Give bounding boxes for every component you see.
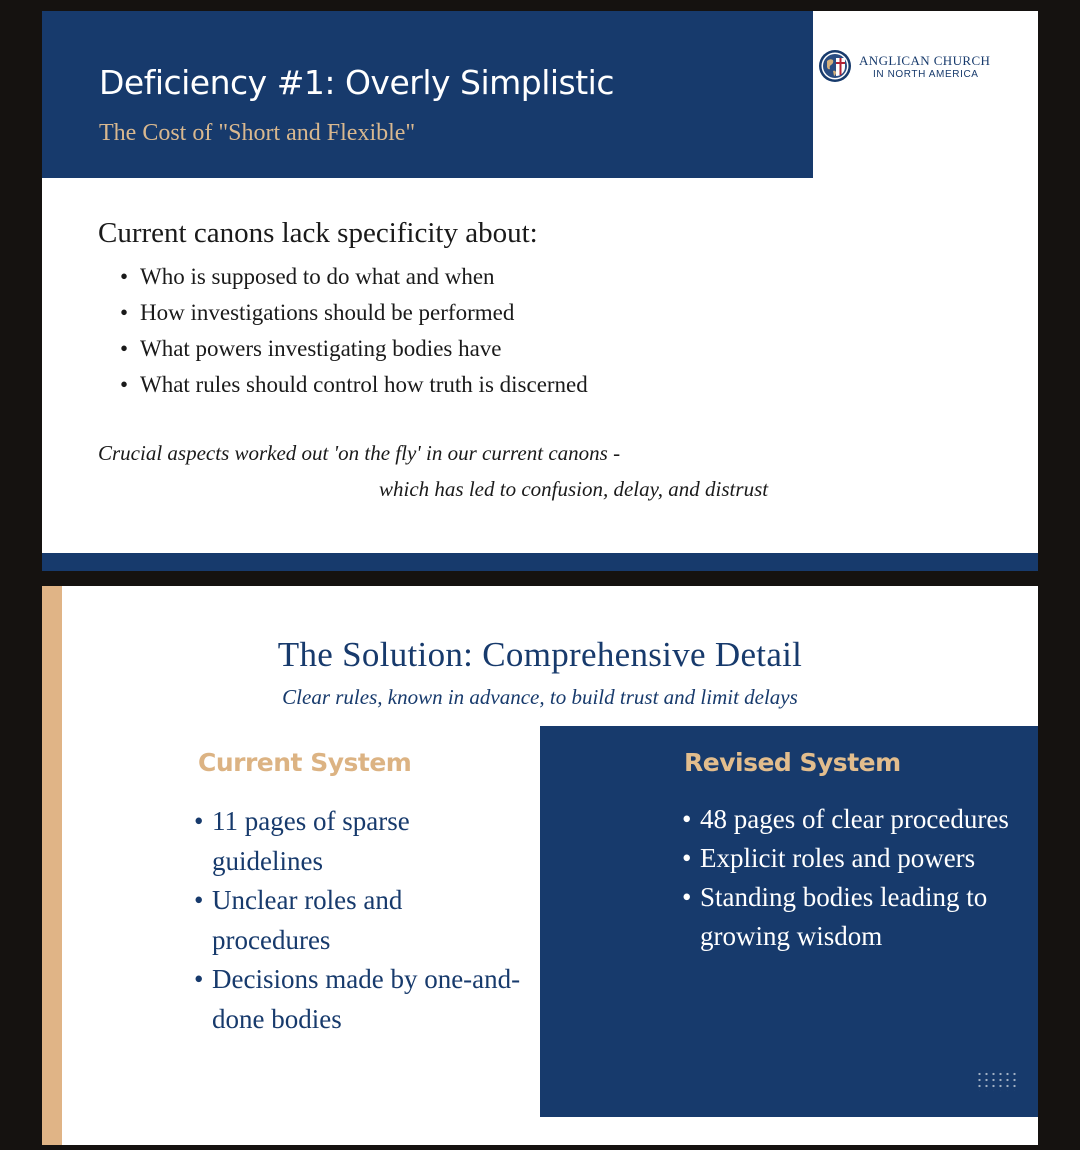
bottom-bar (42, 553, 1038, 571)
slide-title: The Solution: Comprehensive Detail (277, 635, 803, 674)
revised-system-list (682, 800, 1012, 956)
slide-subtitle: The Cost of "Short and Flexible" (99, 120, 416, 146)
current-system-heading: Current System (198, 748, 412, 777)
list-item: • Who is supposed to do what and when (120, 264, 495, 289)
list-item: • What rules should control how truth is discerned (120, 372, 588, 397)
title-banner (42, 11, 813, 178)
acna-logo (818, 49, 1018, 89)
note-line-2: which has led to confusion, delay, and distrust (379, 477, 769, 501)
list-item: • How investigations should be performed (120, 300, 515, 325)
list-item: • Unclear roles and procedures (194, 885, 403, 955)
section-heading: Current canons lack specificity about: (98, 217, 538, 249)
list-item: • 48 pages of clear procedures (682, 804, 1009, 834)
list-item: • 11 pages of sparse guidelines (194, 806, 410, 876)
slide-subtitle: Clear rules, known in advance, to build trust and limit delays (282, 685, 798, 709)
list-item: • Explicit roles and powers (682, 843, 976, 873)
list-item: • Standing bodies leading to growing wisdom (682, 882, 988, 951)
note-line-1: Crucial aspects worked out 'on the fly' in our current canons - (98, 441, 621, 465)
deficiency-list (120, 259, 588, 403)
slide-title: Deficiency #1: Overly Simplistic (99, 63, 614, 102)
slide-solution (42, 586, 1038, 1145)
revised-system-panel (540, 726, 1038, 1117)
list-item: • Decisions made by one-and-done bodies (194, 964, 521, 1034)
dot-grid-decoration (976, 1071, 1016, 1091)
list-item: • What powers investigating bodies have (120, 336, 502, 361)
globe-cross-icon (818, 49, 852, 83)
slide-deficiency (42, 11, 1038, 571)
revised-system-heading: Revised System (684, 748, 901, 777)
logo-line-1: ANGLICAN CHURCH (859, 53, 991, 68)
logo-line-2: IN NORTH AMERICA (873, 69, 979, 80)
current-system-list (194, 802, 524, 1039)
